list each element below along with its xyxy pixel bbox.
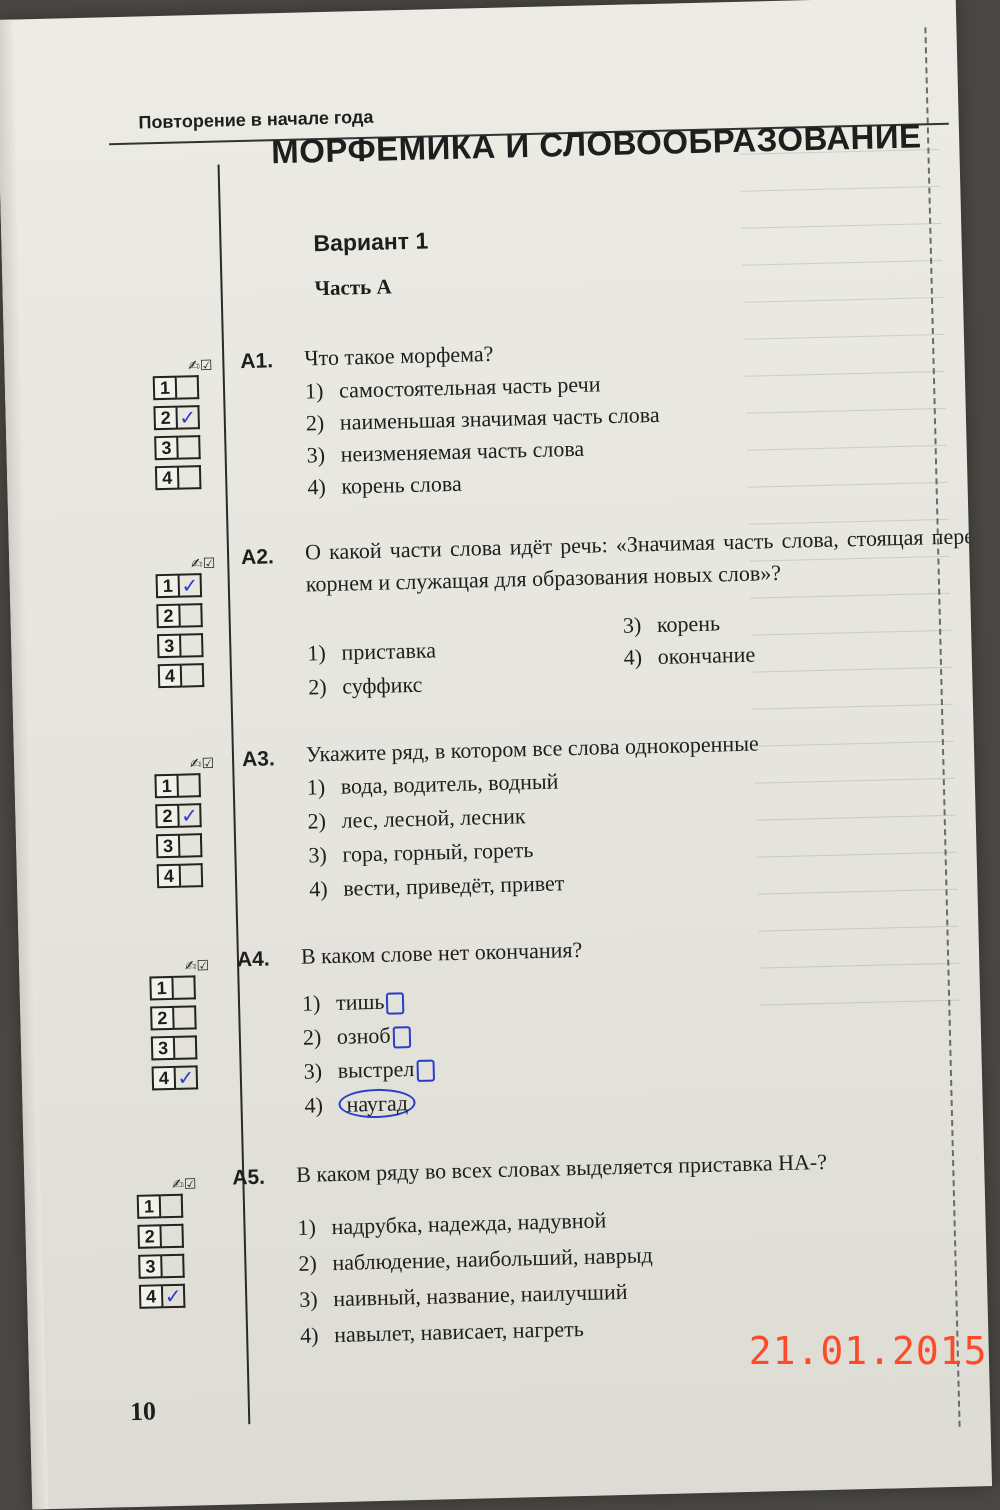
answer-checkbox[interactable]: [182, 663, 205, 688]
page-title: МОРФЕМИКА И СЛОВООБРАЗОВАНИЕ: [270, 117, 922, 171]
answer-grid-a2: [155, 555, 222, 695]
option-text: окончание: [657, 641, 756, 669]
date-stamp: 21.01.2015: [748, 1329, 988, 1374]
answer-checkbox[interactable]: [180, 833, 203, 858]
grid-number: 3: [156, 834, 181, 859]
answer-option: [303, 1056, 434, 1085]
option-number: 3): [298, 1286, 318, 1312]
answer-option: [298, 1242, 653, 1277]
option-text: самостоятельная часть речи: [338, 371, 601, 403]
answer-option: [306, 402, 660, 437]
question-number: А4.: [236, 947, 270, 972]
answer-option: [303, 1022, 411, 1051]
pen-ending-box: [392, 1026, 411, 1048]
question-text: В каком слове нет окончания?: [300, 936, 583, 969]
option-number: 1): [304, 378, 324, 404]
grid-number: 4: [158, 664, 183, 689]
answer-checkbox[interactable]: ✓: [163, 1284, 186, 1309]
answer-option: [304, 1090, 416, 1119]
option-number: 4): [308, 876, 328, 902]
answer-checkbox[interactable]: [177, 375, 200, 400]
answer-checkbox[interactable]: [181, 863, 204, 888]
option-number: 2): [307, 808, 327, 834]
option-number: 3): [303, 1058, 323, 1084]
grid-number: 4: [152, 1066, 177, 1091]
option-number: 1): [306, 774, 326, 800]
answer-grid-a1: [152, 357, 219, 497]
answer-option: [308, 837, 534, 868]
option-number: 2): [302, 1024, 322, 1050]
answer-option: [297, 1207, 606, 1241]
option-text: тишь: [335, 988, 385, 1015]
answer-option: [307, 471, 462, 501]
option-number: 2): [305, 410, 325, 436]
grid-number: 3: [151, 1036, 176, 1061]
answer-checkbox[interactable]: ✓: [177, 405, 200, 430]
answer-option: [308, 672, 423, 701]
option-text: наименьшая значимая часть слова: [339, 401, 660, 435]
answer-option: [309, 870, 565, 902]
question-number: А2.: [240, 545, 275, 570]
question-text: В каком ряду во всех словах выделяется приставка НА-?: [295, 1148, 828, 1187]
answer-checkbox[interactable]: ✓: [179, 803, 202, 828]
option-text: лес, лесной, лесник: [341, 803, 526, 833]
option-number: 1): [297, 1214, 317, 1240]
option-number: 2): [308, 674, 327, 700]
answer-option: [305, 371, 601, 404]
answer-option: [306, 768, 558, 800]
option-number: 1): [307, 640, 327, 666]
question-text: О какой части слова идёт речь: «Значимая часть слова, стоящая перед корнем и служащая для образования новых слов»?: [304, 522, 986, 597]
option-text: наугад: [338, 1088, 416, 1119]
section-label: Повторение в начале года: [138, 106, 374, 133]
option-text: неизменяемая часть слова: [340, 435, 585, 467]
answer-option: [623, 642, 755, 671]
option-text: выстрел: [337, 1056, 415, 1083]
part-heading: Часть А: [314, 274, 392, 301]
option-text: гора, горный, гореть: [342, 837, 534, 867]
option-text: наивный, название, наилучший: [332, 1278, 628, 1312]
option-number: 1): [301, 990, 321, 1016]
grid-number: 1: [149, 976, 174, 1001]
option-text: наблюдение, наибольший, наврыд: [332, 1242, 653, 1276]
pen-ending-box: [386, 992, 405, 1014]
answer-option: [623, 610, 721, 638]
grid-number: 3: [154, 436, 179, 461]
answer-checkbox[interactable]: ✓: [180, 573, 203, 598]
page-number: 10: [129, 1396, 157, 1427]
answer-option: [302, 988, 405, 1016]
question-number: А1.: [240, 349, 274, 374]
answer-grid-a3: [154, 755, 221, 895]
option-number: 3): [308, 842, 328, 868]
answer-checkbox[interactable]: [175, 1035, 198, 1060]
question-number: А3.: [241, 747, 276, 772]
grid-number: 4: [155, 466, 180, 491]
grid-number: 1: [137, 1194, 162, 1219]
grid-number: 1: [154, 774, 179, 799]
answer-grid-a4: [149, 957, 216, 1097]
option-number: 4): [304, 1092, 324, 1118]
option-number: 2): [298, 1250, 318, 1276]
question-number: А5.: [232, 1165, 266, 1190]
answer-option: [307, 803, 526, 834]
answer-checkbox[interactable]: [178, 773, 201, 798]
answer-checkbox[interactable]: [162, 1254, 185, 1279]
answer-option: [299, 1279, 628, 1313]
grid-number: 2: [153, 406, 178, 431]
answer-checkbox[interactable]: [180, 603, 203, 628]
answer-checkbox[interactable]: [173, 975, 196, 1000]
grid-number: 2: [156, 604, 181, 629]
answer-checkbox[interactable]: [181, 633, 204, 658]
variant-heading: Вариант 1: [313, 227, 429, 257]
answer-option: [307, 637, 436, 666]
grid-number: 4: [157, 864, 182, 889]
option-number: 4): [623, 644, 643, 670]
option-text: озноб: [336, 1022, 391, 1049]
answer-checkbox[interactable]: ✓: [176, 1065, 199, 1090]
grid-header-icon: ✍☑: [184, 958, 210, 975]
option-number: 4): [299, 1322, 319, 1348]
grid-header-icon: ✍☑: [190, 555, 216, 573]
answer-checkbox[interactable]: [161, 1194, 184, 1219]
option-text: вода, водитель, водный: [340, 768, 559, 799]
question-text: Укажите ряд, в котором все слова однокоренные: [305, 730, 760, 767]
answer-checkbox[interactable]: [179, 465, 202, 490]
grid-number: 2: [150, 1006, 175, 1031]
pen-ending-box: [416, 1060, 435, 1082]
option-number: 4): [307, 474, 327, 500]
option-text: вести, приведёт, привет: [342, 870, 565, 901]
option-number: 3): [622, 612, 642, 638]
option-text: навылет, нависает, нагреть: [333, 1315, 585, 1348]
grid-number: 2: [155, 804, 180, 829]
page-edge-shadow: [0, 20, 48, 1510]
option-text: суффикс: [342, 671, 423, 699]
answer-checkbox[interactable]: [161, 1224, 184, 1249]
grid-number: 1: [153, 376, 178, 401]
answer-grid-a5: [136, 1175, 203, 1315]
grid-header-icon: ✍☑: [189, 755, 215, 773]
grid-number: 4: [139, 1284, 164, 1309]
option-text: приставка: [341, 637, 437, 665]
answer-option: [306, 436, 584, 469]
option-text: корень слова: [341, 470, 462, 499]
grid-number: 3: [138, 1254, 163, 1279]
option-text: корень: [656, 610, 721, 637]
grid-header-icon: ✍☑: [187, 357, 213, 375]
grid-number: 1: [156, 574, 181, 599]
option-text: надрубка, надежда, надувной: [331, 1207, 607, 1240]
grid-header-icon: ✍☑: [171, 1176, 197, 1193]
answer-checkbox[interactable]: [178, 435, 201, 460]
question-text: Что такое морфема?: [303, 340, 494, 371]
option-number: 3): [306, 442, 326, 468]
answer-checkbox[interactable]: [174, 1005, 197, 1030]
grid-number: 2: [137, 1224, 162, 1249]
answer-option: [300, 1316, 584, 1349]
grid-number: 3: [157, 634, 182, 659]
